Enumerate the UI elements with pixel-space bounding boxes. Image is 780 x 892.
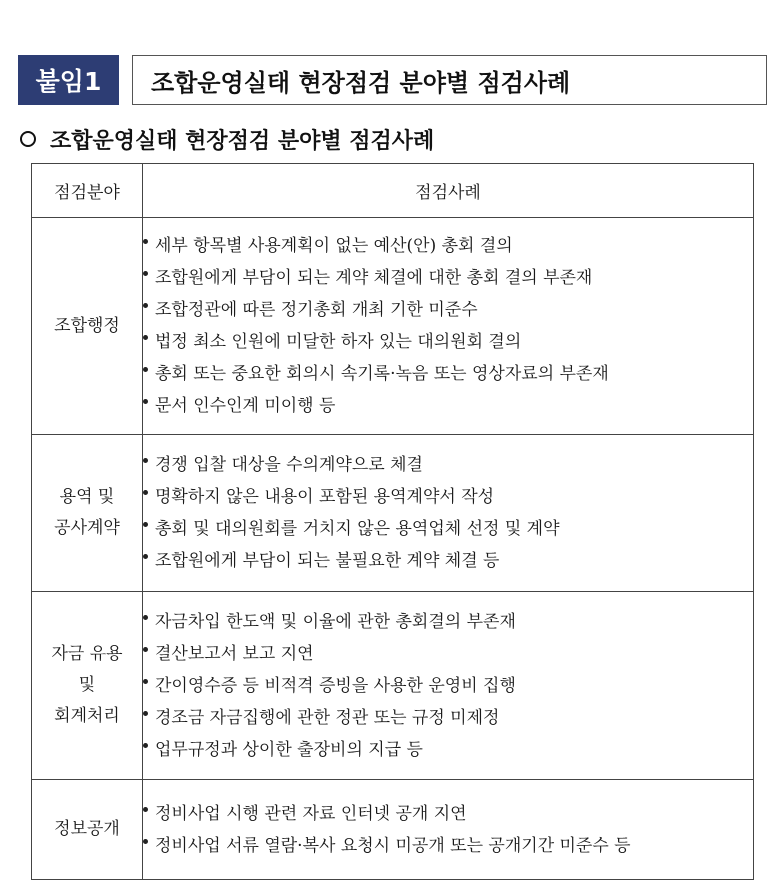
case-text: 정비사업 시행 관련 자료 인터넷 공개 지연	[155, 803, 467, 824]
list-item	[143, 830, 753, 862]
bullet-dot-icon	[143, 807, 148, 812]
case-list	[143, 230, 753, 422]
table-row	[32, 780, 754, 880]
circle-bullet-icon	[20, 131, 36, 147]
bullet-dot-icon	[143, 367, 148, 372]
bullet-dot-icon	[143, 271, 148, 276]
case-text: 문서 인수인계 미이행 등	[155, 396, 336, 416]
list-item	[143, 449, 753, 481]
case-list	[143, 449, 753, 577]
case-text: 자금차입 한도액 및 이율에 관한 총회결의 부존재	[155, 611, 516, 632]
case-text: 명확하지 않은 내용이 포함된 용역계약서 작성	[155, 487, 495, 507]
case-text: 경쟁 입찰 대상을 수의계약으로 체결	[155, 455, 423, 475]
category-cell	[32, 218, 143, 435]
case-text: 조합원에게 부담이 되는 계약 체결에 대한 총회 결의 부존재	[155, 268, 593, 288]
case-text: 법정 최소 인원에 미달한 하자 있는 대의원회 결의	[155, 332, 522, 352]
category-label: 자금 유용	[51, 644, 123, 664]
list-item	[143, 670, 753, 702]
case-text: 총회 또는 중요한 회의시 속기록·녹음 또는 영상자료의 부존재	[155, 364, 609, 384]
document-header	[18, 55, 767, 105]
bullet-dot-icon	[143, 399, 148, 404]
category-label: 회계처리	[54, 706, 120, 726]
case-text: 업무규정과 상이한 출장비의 지급 등	[155, 739, 423, 760]
bullet-dot-icon	[143, 647, 148, 652]
column-header-cases: 점검사례	[143, 164, 754, 218]
bullet-dot-icon	[143, 458, 148, 463]
attachment-badge: 붙임1	[18, 55, 119, 105]
list-item	[143, 798, 753, 830]
bullet-dot-icon	[143, 679, 148, 684]
cases-cell	[143, 218, 754, 435]
bullet-dot-icon	[143, 239, 148, 244]
bullet-dot-icon	[143, 554, 148, 559]
category-cell	[32, 435, 143, 592]
list-item	[143, 734, 753, 766]
table-row	[32, 435, 754, 592]
case-text: 결산보고서 보고 지연	[155, 643, 314, 664]
category-cell	[32, 592, 143, 780]
list-item	[143, 513, 753, 545]
list-item	[143, 606, 753, 638]
cases-cell	[143, 592, 754, 780]
section-heading-text: 조합운영실태 현장점검 분야별 점검사례	[50, 127, 435, 154]
list-item	[143, 390, 753, 422]
bullet-dot-icon	[143, 522, 148, 527]
category-label: 용역 및	[59, 487, 115, 507]
table-header-row	[32, 164, 754, 218]
case-list	[143, 606, 753, 766]
table-row	[32, 218, 754, 435]
category-label: 정보공개	[54, 819, 120, 839]
bullet-dot-icon	[143, 839, 148, 844]
inspection-cases-table	[31, 163, 754, 880]
category-cell	[32, 780, 143, 880]
list-item	[143, 262, 753, 294]
list-item	[143, 294, 753, 326]
category-label: 및	[78, 675, 96, 695]
bullet-dot-icon	[143, 335, 148, 340]
list-item	[143, 358, 753, 390]
column-header-category: 점검분야	[32, 164, 143, 218]
list-item	[143, 230, 753, 262]
list-item	[143, 545, 753, 577]
case-text: 간이영수증 등 비적격 증빙을 사용한 운영비 집행	[155, 675, 516, 696]
list-item	[143, 481, 753, 513]
category-label: 공사계약	[54, 518, 120, 538]
cases-cell	[143, 780, 754, 880]
case-text: 조합정관에 따른 정기총회 개최 기한 미준수	[155, 300, 478, 320]
case-text: 세부 항목별 사용계획이 없는 예산(안) 총회 결의	[155, 236, 513, 256]
document-title: 조합운영실태 현장점검 분야별 점검사례	[132, 55, 767, 105]
case-text: 경조금 자금집행에 관한 정관 또는 규정 미제정	[155, 707, 500, 728]
case-text: 조합원에게 부담이 되는 불필요한 계약 체결 등	[155, 551, 500, 571]
list-item	[143, 638, 753, 670]
list-item	[143, 326, 753, 358]
section-heading	[20, 122, 434, 156]
category-label: 조합행정	[54, 315, 120, 336]
case-text: 정비사업 서류 열람·복사 요청시 미공개 또는 공개기간 미준수 등	[155, 835, 631, 856]
bullet-dot-icon	[143, 303, 148, 308]
bullet-dot-icon	[143, 615, 148, 620]
table-row	[32, 592, 754, 780]
bullet-dot-icon	[143, 743, 148, 748]
cases-cell	[143, 435, 754, 592]
bullet-dot-icon	[143, 711, 148, 716]
list-item	[143, 702, 753, 734]
case-list	[143, 798, 753, 862]
case-text: 총회 및 대의원회를 거치지 않은 용역업체 선정 및 계약	[155, 519, 560, 539]
bullet-dot-icon	[143, 490, 148, 495]
